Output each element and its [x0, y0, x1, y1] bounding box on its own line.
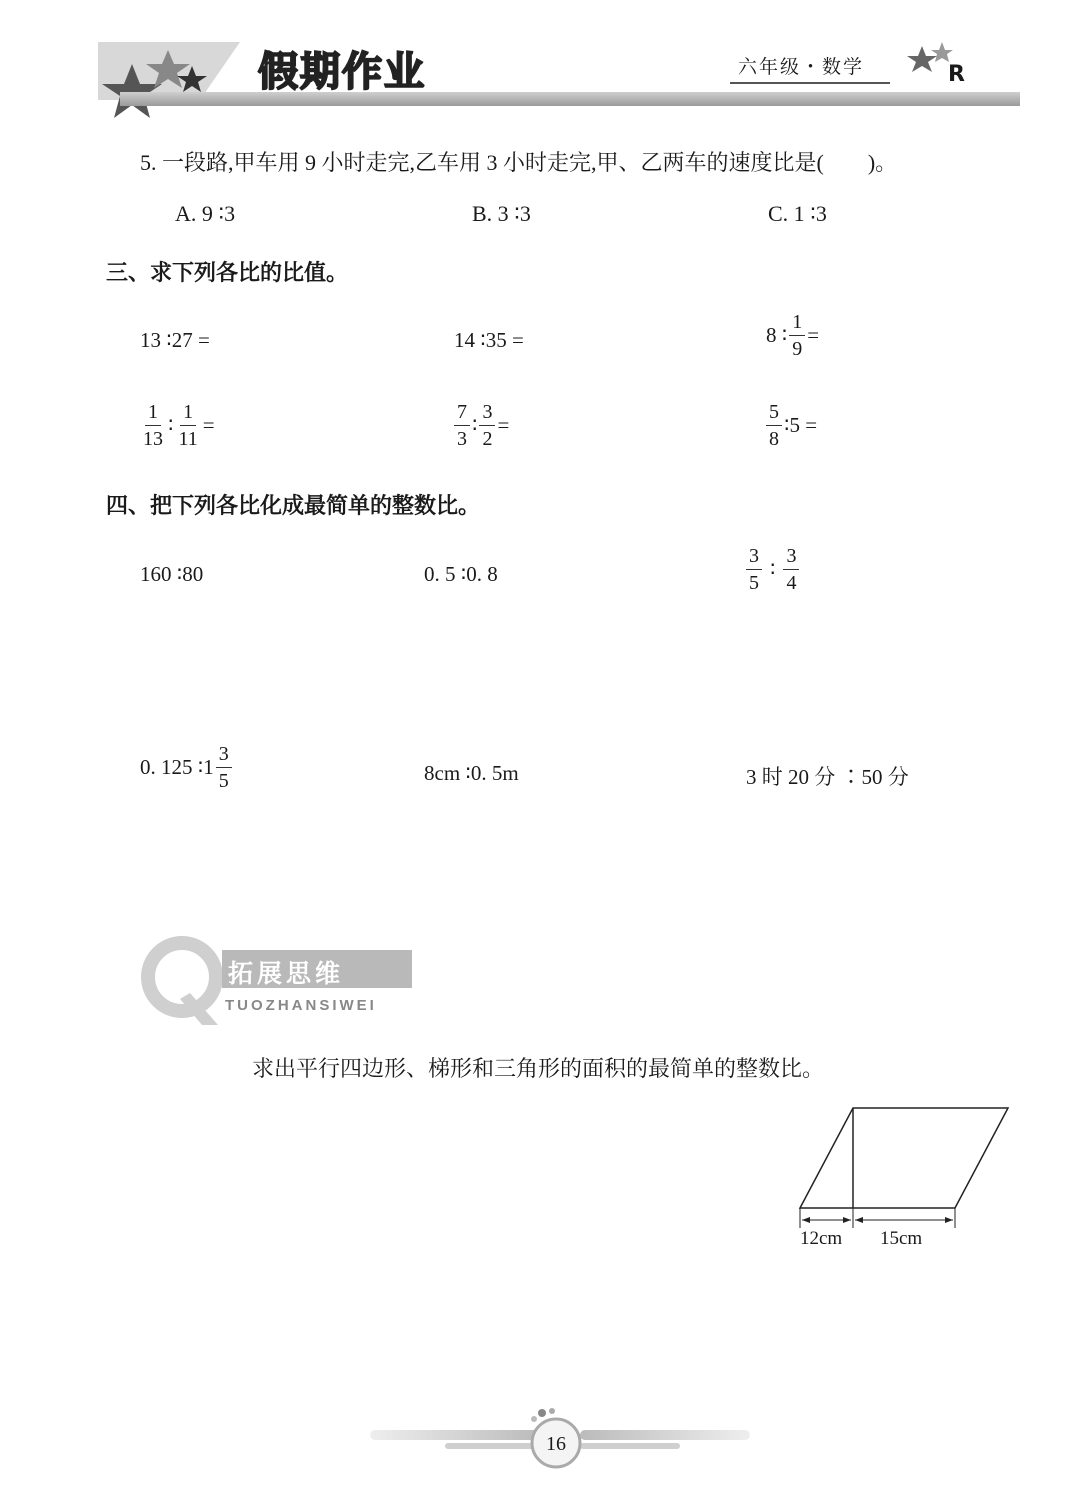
page-header — [0, 0, 1080, 125]
expr-text: 8 ∶ — [766, 323, 788, 347]
numerator: 7 — [454, 402, 470, 426]
fraction — [479, 402, 495, 449]
expr-text: 0. 5 ∶0. 8 — [424, 562, 498, 586]
denominator: 13 — [143, 428, 163, 450]
question-5-stem: 5. 一段路,甲车用 9 小时走完,乙车用 3 小时走完,甲、乙两车的速度比是( )。 — [140, 150, 898, 175]
extension-badge-title: 拓展思维 — [228, 959, 345, 988]
numerator: 3 — [746, 546, 762, 570]
section-4-item-e — [424, 761, 519, 786]
numerator: 1 — [180, 402, 196, 426]
numerator: 3 — [479, 402, 495, 426]
fraction — [789, 312, 805, 359]
question-5-option-c: C. 1 ∶3 — [768, 201, 827, 226]
denominator: 11 — [178, 428, 198, 450]
fraction — [216, 744, 232, 791]
expr-text: 13 ∶27 = — [140, 328, 210, 352]
ratio-sign: ∶ — [168, 413, 174, 437]
numerator: 5 — [766, 402, 782, 426]
numerator: 1 — [789, 312, 805, 336]
expr-text: = — [807, 323, 820, 347]
denominator: 4 — [786, 572, 797, 594]
denominator: 3 — [457, 428, 467, 450]
section-3-item-a — [140, 328, 210, 353]
fraction — [783, 546, 799, 593]
section-3-item-c — [766, 312, 819, 359]
denominator: 5 — [749, 572, 759, 594]
expr-text: 160 ∶80 — [140, 562, 204, 586]
page-footer — [370, 1405, 750, 1475]
section-4-title: 四、把下列各比化成最简单的整数比。 — [106, 494, 481, 519]
header-star-logo — [80, 30, 280, 130]
extension-prompt: 求出平行四边形、梯形和三角形的面积的最简单的整数比。 — [252, 1056, 825, 1081]
question-5-option-a: A. 9 ∶3 — [175, 201, 236, 226]
extension-badge — [140, 935, 420, 1030]
section-3-item-d — [140, 402, 215, 449]
fraction — [454, 402, 470, 449]
fraction — [746, 546, 762, 593]
parallelogram-shape — [800, 1108, 1008, 1208]
section-4-item-a — [140, 562, 203, 587]
denominator: 2 — [482, 428, 493, 450]
section-4-item-f — [746, 761, 909, 791]
fraction — [140, 402, 166, 449]
dimension-label-right: 15cm — [880, 1228, 923, 1249]
fraction — [175, 402, 200, 449]
question-5-option-b: B. 3 ∶3 — [472, 201, 531, 226]
expr-text: 0. 125 ∶1 — [140, 755, 214, 779]
header-title: 假期作业 — [258, 49, 426, 95]
section-4-item-c — [746, 546, 799, 593]
extension-badge-subtitle: TUOZHANSIWEI — [225, 997, 377, 1014]
denominator: 8 — [769, 428, 779, 450]
fraction — [766, 402, 782, 449]
expr-text: 3 时 20 分 ∶50 分 — [746, 765, 909, 789]
expr-text: = — [497, 413, 510, 437]
numerator: 3 — [783, 546, 799, 570]
numerator: 1 — [145, 402, 161, 426]
denominator: 5 — [218, 770, 229, 792]
section-4-item-d — [140, 744, 232, 791]
expr-text: = — [202, 413, 215, 437]
page-number: 16 — [546, 1433, 566, 1455]
denominator: 9 — [792, 338, 803, 360]
section-3-title: 三、求下列各比的比值。 — [106, 261, 349, 286]
expr-text: 8cm ∶0. 5m — [424, 761, 519, 785]
ratio-sign: ∶ — [472, 413, 478, 437]
section-3-item-b — [454, 328, 524, 353]
section-3-item-f — [766, 402, 817, 449]
section-3-item-e — [454, 402, 509, 449]
section-4-item-b — [424, 562, 498, 587]
numerator: 3 — [216, 744, 232, 768]
ratio-sign: ∶ — [770, 557, 776, 581]
dimension-label-left: 12cm — [800, 1228, 843, 1249]
expr-text: ∶5 = — [784, 413, 818, 437]
header-edition: R — [948, 62, 965, 87]
expr-text: 14 ∶35 = — [454, 328, 524, 352]
header-grade-subject: 六年级・数学 — [738, 56, 865, 78]
